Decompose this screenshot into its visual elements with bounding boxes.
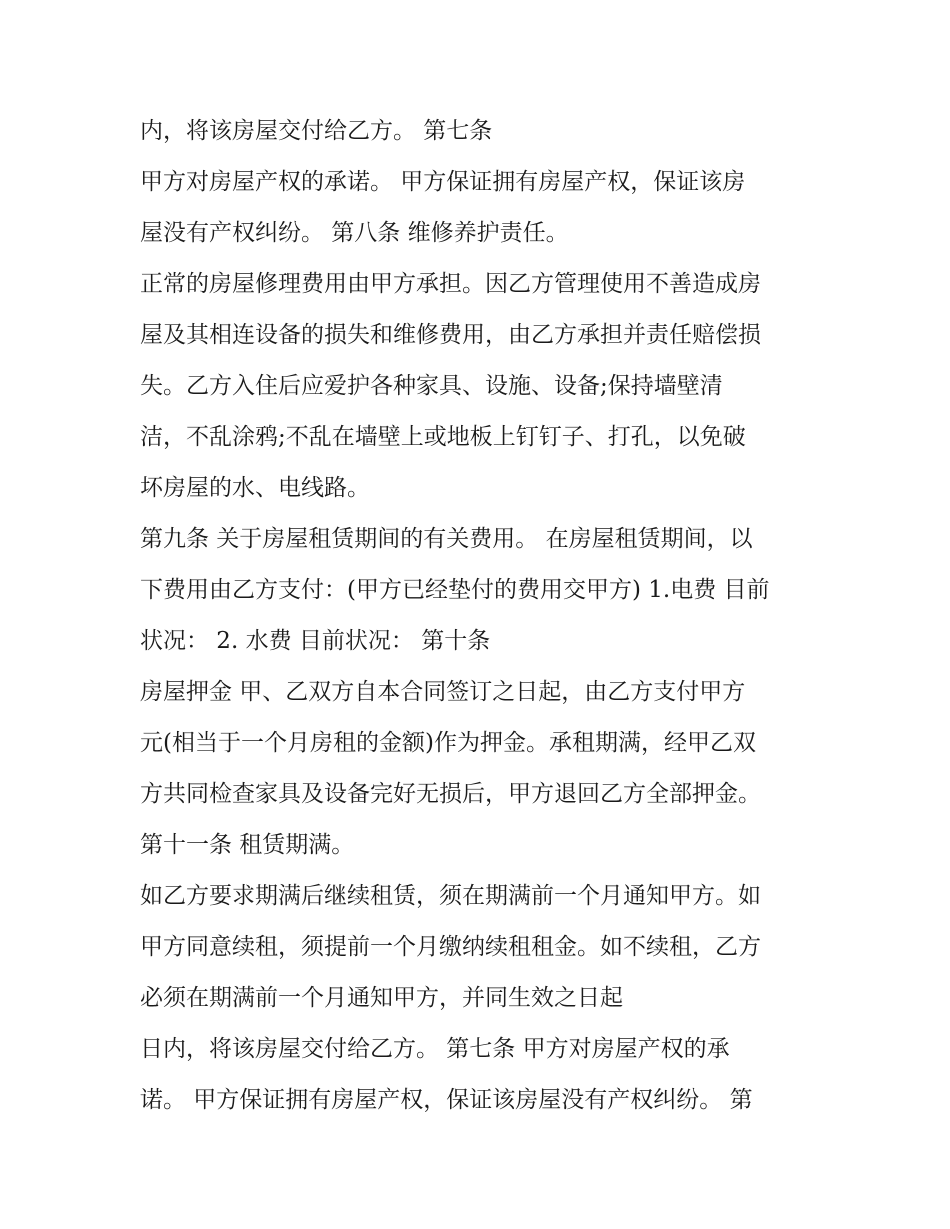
text-line: 状况： 2. 水费 目前状况： 第十条: [140, 628, 491, 654]
text-line: 必须在期满前一个月通知甲方，并同生效之日起: [140, 985, 623, 1011]
text-line: 坏房屋的水、电线路。: [140, 475, 370, 501]
text-line: 甲方同意续租，须提前一个月缴纳续租租金。如不续租，乙方: [140, 934, 761, 960]
text-line: 正常的房屋修理费用由甲方承担。因乙方管理使用不善造成房: [140, 271, 761, 297]
text-line: 元(相当于一个月房租的金额)作为押金。承租期满，经甲乙双: [140, 730, 756, 756]
text-line: 下费用由乙方支付：(甲方已经垫付的费用交甲方) 1.电费 目前: [140, 577, 770, 603]
text-line: 屋及其相连设备的损失和维修费用，由乙方承担并责任赔偿损: [140, 322, 761, 348]
text-line: 内，将该房屋交付给乙方。 第七条: [140, 118, 493, 144]
text-line: 第十一条 租赁期满。: [140, 832, 355, 858]
text-line: 诺。 甲方保证拥有房屋产权，保证该房屋没有产权纠纷。 第: [140, 1087, 753, 1113]
contract-text-block: [140, 106, 830, 1126]
text-line: 甲方对房屋产权的承诺。 甲方保证拥有房屋产权，保证该房: [140, 169, 746, 195]
text-line: 如乙方要求期满后继续租赁，须在期满前一个月通知甲方。如: [140, 883, 761, 909]
text-line: 方共同检查家具及设备完好无损后，甲方退回乙方全部押金。: [140, 781, 761, 807]
text-line: 屋没有产权纠纷。 第八条 维修养护责任。: [140, 220, 569, 246]
text-line: 洁，不乱涂鸦;不乱在墙壁上或地板上钉钉子、打孔，以免破: [140, 424, 746, 450]
text-line: 第九条 关于房屋租赁期间的有关费用。 在房屋租赁期间，以: [140, 526, 753, 552]
text-line: 失。乙方入住后应爱护各种家具、设施、设备;保持墙壁清: [140, 373, 723, 399]
text-line: 房屋押金 甲、乙双方自本合同签订之日起，由乙方支付甲方: [140, 679, 746, 705]
text-line: 日内，将该房屋交付给乙方。 第七条 甲方对房屋产权的承: [140, 1036, 730, 1062]
